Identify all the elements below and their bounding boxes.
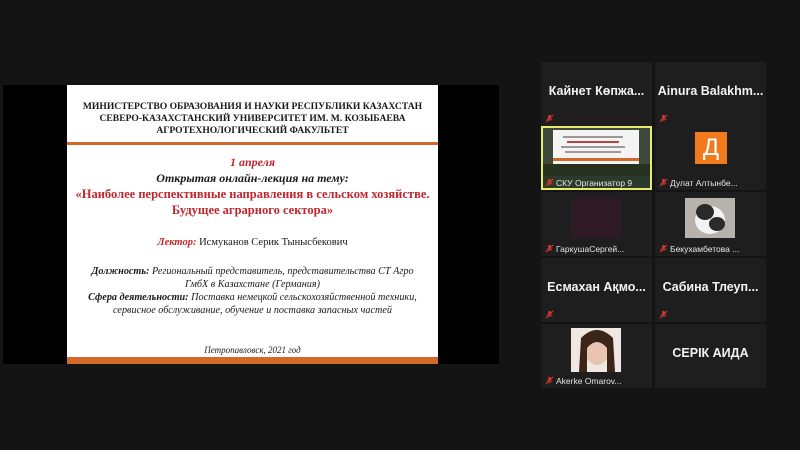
participant-tile[interactable] xyxy=(655,258,766,322)
video-thumbnail xyxy=(543,128,650,176)
field-value-1: Поставка немецкой сельскохозяйственной техники, xyxy=(191,292,417,303)
lecturer-name: Исмуканов Серик Тынысбекович xyxy=(199,237,348,248)
slide-topic-line-2: Будущее аграрного сектора» xyxy=(171,203,334,217)
mic-muted-icon xyxy=(659,310,668,319)
participant-name: СЕРІК АИДА xyxy=(672,346,749,360)
mic-muted-icon xyxy=(545,114,554,123)
slide-divider-top xyxy=(67,142,438,145)
participant-name: СКУ Организатор 9 xyxy=(556,178,633,188)
mic-muted-icon xyxy=(545,178,554,187)
participant-tile-active-speaker[interactable] xyxy=(541,126,652,190)
presentation-slide xyxy=(67,85,438,364)
mic-muted-icon xyxy=(659,178,668,187)
mic-muted-icon xyxy=(659,244,668,253)
participant-name: Сабина Тлеуп... xyxy=(662,280,759,294)
slide-position-line-2: ГмбХ в Казахстане (Германия) xyxy=(184,279,321,290)
participant-name: Есмахан Ақмо... xyxy=(547,280,646,294)
participant-name: Бекухамбетова ... xyxy=(670,244,740,254)
participant-name: Akerke Omarov... xyxy=(556,376,622,386)
shared-screen xyxy=(3,85,499,364)
participant-name: ГаркушаСергей... xyxy=(556,244,625,254)
lecturer-label: Лектор: xyxy=(157,237,197,248)
participant-tile[interactable] xyxy=(541,324,652,388)
participant-tile[interactable] xyxy=(655,324,766,388)
participant-tile[interactable] xyxy=(655,62,766,126)
avatar-photo xyxy=(571,328,621,372)
slide-header-line-3: АГРОТЕХНОЛОГИЧЕСКИЙ ФАКУЛЬТЕТ xyxy=(156,125,349,136)
slide-field-line-1 xyxy=(67,292,438,303)
participant-tile[interactable] xyxy=(541,192,652,256)
mic-muted-icon xyxy=(659,114,668,123)
slide-position-line-1 xyxy=(67,266,438,277)
participant-tile[interactable] xyxy=(541,258,652,322)
slide-header-line-2: СЕВЕРО-КАЗАХСТАНСКИЙ УНИВЕРСИТЕТ ИМ. М. КОЗЫБАЕВА xyxy=(99,113,406,124)
slide-subtitle: Открытая онлайн-лекция на тему: xyxy=(156,171,349,185)
participant-tile[interactable] xyxy=(655,126,766,190)
mic-muted-icon xyxy=(545,376,554,385)
participant-name: Ainura Balakhm... xyxy=(657,84,764,98)
position-value-1: Региональный представитель, представительства СТ Агро xyxy=(151,266,414,277)
slide-field-line-2: сервисное обслуживание, обучение и поставка запасных частей xyxy=(113,305,392,316)
field-label: Сфера деятельности: xyxy=(88,292,189,303)
participant-tile[interactable] xyxy=(655,192,766,256)
slide-header-line-1: МИНИСТЕРСТВО ОБРАЗОВАНИЯ И НАУКИ РЕСПУБЛИКИ КАЗАХСТАН xyxy=(82,101,423,112)
avatar-letter: Д xyxy=(695,132,727,164)
slide-topic-line-1: «Наиболее перспективные направления в сельском хозяйстве. xyxy=(75,187,430,201)
avatar-photo xyxy=(571,198,621,238)
position-label: Должность: xyxy=(91,266,150,277)
avatar-photo xyxy=(685,198,735,238)
slide-footer: Петропавловск, 2021 год xyxy=(204,345,301,355)
slide-date: 1 апреля xyxy=(229,155,276,169)
participant-tile[interactable] xyxy=(541,62,652,126)
slide-divider-bottom xyxy=(67,357,438,364)
slide-lecturer xyxy=(67,237,438,248)
mic-muted-icon xyxy=(545,244,554,253)
participant-name: Дулат Алтынбе... xyxy=(670,178,738,188)
mic-muted-icon xyxy=(545,310,554,319)
participant-name: Кайнет Көпжа... xyxy=(548,84,645,98)
